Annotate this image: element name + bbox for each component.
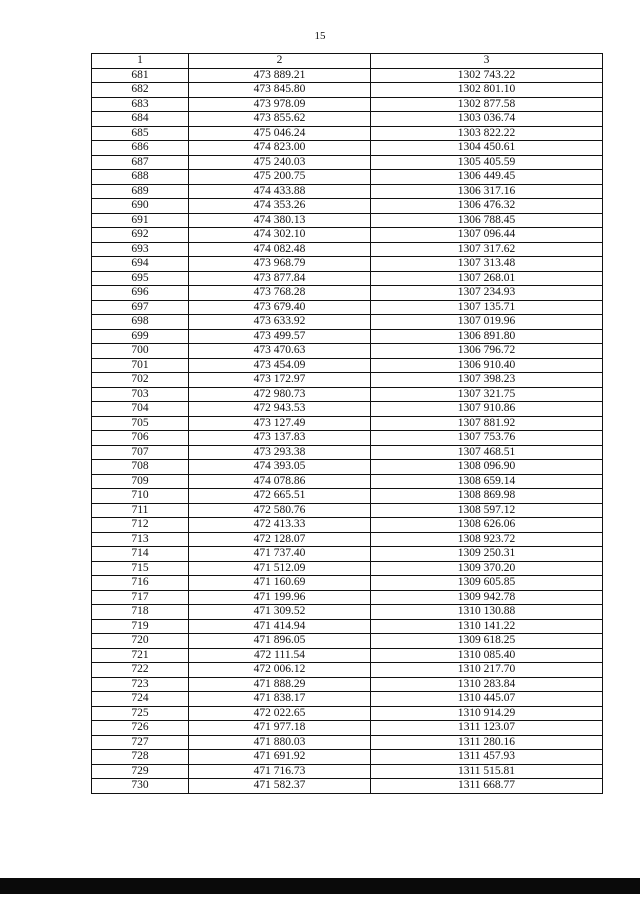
y-coordinate-cell: 1306 449.45 <box>371 170 603 185</box>
y-coordinate-cell: 1310 283.84 <box>371 677 603 692</box>
y-coordinate-cell: 1302 801.10 <box>371 83 603 98</box>
table-row <box>92 199 603 214</box>
table-row <box>92 532 603 547</box>
point-number-cell: 691 <box>92 213 189 228</box>
x-coordinate-cell: 471 838.17 <box>189 692 371 707</box>
x-coordinate-cell: 474 823.00 <box>189 141 371 156</box>
table-row <box>92 648 603 663</box>
x-coordinate-cell: 473 768.28 <box>189 286 371 301</box>
coordinates-table <box>91 53 603 794</box>
x-coordinate-cell: 472 580.76 <box>189 503 371 518</box>
y-coordinate-cell: 1307 268.01 <box>371 271 603 286</box>
y-coordinate-cell: 1309 250.31 <box>371 547 603 562</box>
x-coordinate-cell: 472 111.54 <box>189 648 371 663</box>
x-coordinate-cell: 473 968.79 <box>189 257 371 272</box>
point-number-cell: 717 <box>92 590 189 605</box>
y-coordinate-cell: 1310 445.07 <box>371 692 603 707</box>
y-coordinate-cell: 1306 788.45 <box>371 213 603 228</box>
x-coordinate-cell: 473 679.40 <box>189 300 371 315</box>
table-row <box>92 750 603 765</box>
y-coordinate-cell: 1311 668.77 <box>371 779 603 794</box>
table-row <box>92 706 603 721</box>
point-number-cell: 713 <box>92 532 189 547</box>
x-coordinate-cell: 473 855.62 <box>189 112 371 127</box>
table-row <box>92 112 603 127</box>
point-number-cell: 709 <box>92 474 189 489</box>
x-coordinate-cell: 475 046.24 <box>189 126 371 141</box>
y-coordinate-cell: 1308 626.06 <box>371 518 603 533</box>
x-coordinate-cell: 471 737.40 <box>189 547 371 562</box>
x-coordinate-cell: 473 127.49 <box>189 416 371 431</box>
x-coordinate-cell: 472 413.33 <box>189 518 371 533</box>
x-coordinate-cell: 471 716.73 <box>189 764 371 779</box>
y-coordinate-cell: 1306 317.16 <box>371 184 603 199</box>
table-row <box>92 445 603 460</box>
table-row <box>92 242 603 257</box>
y-coordinate-cell: 1307 753.76 <box>371 431 603 446</box>
x-coordinate-cell: 473 499.57 <box>189 329 371 344</box>
table-row <box>92 779 603 794</box>
point-number-cell: 690 <box>92 199 189 214</box>
x-coordinate-cell: 471 309.52 <box>189 605 371 620</box>
table-row <box>92 416 603 431</box>
table-row <box>92 97 603 112</box>
y-coordinate-cell: 1304 450.61 <box>371 141 603 156</box>
table-row <box>92 213 603 228</box>
table-row <box>92 387 603 402</box>
x-coordinate-cell: 471 582.37 <box>189 779 371 794</box>
point-number-cell: 706 <box>92 431 189 446</box>
y-coordinate-cell: 1307 135.71 <box>371 300 603 315</box>
table-row <box>92 402 603 417</box>
x-coordinate-cell: 473 889.21 <box>189 68 371 83</box>
point-number-cell: 689 <box>92 184 189 199</box>
x-coordinate-cell: 474 393.05 <box>189 460 371 475</box>
table-row <box>92 329 603 344</box>
table-body <box>92 68 603 793</box>
point-number-cell: 707 <box>92 445 189 460</box>
x-coordinate-cell: 472 022.65 <box>189 706 371 721</box>
x-coordinate-cell: 475 200.75 <box>189 170 371 185</box>
y-coordinate-cell: 1303 822.22 <box>371 126 603 141</box>
point-number-cell: 728 <box>92 750 189 765</box>
table-row <box>92 300 603 315</box>
y-coordinate-cell: 1306 891.80 <box>371 329 603 344</box>
table-row <box>92 141 603 156</box>
table-row <box>92 576 603 591</box>
point-number-cell: 697 <box>92 300 189 315</box>
point-number-cell: 692 <box>92 228 189 243</box>
table-row <box>92 344 603 359</box>
table-row <box>92 547 603 562</box>
y-coordinate-cell: 1307 321.75 <box>371 387 603 402</box>
table-row <box>92 489 603 504</box>
x-coordinate-cell: 473 633.92 <box>189 315 371 330</box>
table-row <box>92 257 603 272</box>
y-coordinate-cell: 1310 130.88 <box>371 605 603 620</box>
table-row <box>92 518 603 533</box>
point-number-cell: 700 <box>92 344 189 359</box>
point-number-cell: 694 <box>92 257 189 272</box>
y-coordinate-cell: 1302 743.22 <box>371 68 603 83</box>
point-number-cell: 682 <box>92 83 189 98</box>
x-coordinate-cell: 474 082.48 <box>189 242 371 257</box>
point-number-cell: 701 <box>92 358 189 373</box>
y-coordinate-cell: 1308 597.12 <box>371 503 603 518</box>
x-coordinate-cell: 473 454.09 <box>189 358 371 373</box>
point-number-cell: 726 <box>92 721 189 736</box>
table-header <box>92 54 603 69</box>
point-number-cell: 685 <box>92 126 189 141</box>
y-coordinate-cell: 1309 942.78 <box>371 590 603 605</box>
y-coordinate-cell: 1307 313.48 <box>371 257 603 272</box>
table-row <box>92 590 603 605</box>
y-coordinate-cell: 1311 515.81 <box>371 764 603 779</box>
bottom-scan-bar <box>0 878 640 894</box>
table-row <box>92 677 603 692</box>
point-number-cell: 687 <box>92 155 189 170</box>
x-coordinate-cell: 471 977.18 <box>189 721 371 736</box>
x-coordinate-cell: 473 470.63 <box>189 344 371 359</box>
y-coordinate-cell: 1307 234.93 <box>371 286 603 301</box>
y-coordinate-cell: 1303 036.74 <box>371 112 603 127</box>
point-number-cell: 688 <box>92 170 189 185</box>
y-coordinate-cell: 1310 914.29 <box>371 706 603 721</box>
point-number-cell: 720 <box>92 634 189 649</box>
table-row <box>92 735 603 750</box>
point-number-cell: 724 <box>92 692 189 707</box>
y-coordinate-cell: 1305 405.59 <box>371 155 603 170</box>
point-number-cell: 718 <box>92 605 189 620</box>
point-number-cell: 704 <box>92 402 189 417</box>
x-coordinate-cell: 475 240.03 <box>189 155 371 170</box>
point-number-cell: 683 <box>92 97 189 112</box>
point-number-cell: 719 <box>92 619 189 634</box>
y-coordinate-cell: 1306 796.72 <box>371 344 603 359</box>
table-row <box>92 503 603 518</box>
table-row <box>92 721 603 736</box>
x-coordinate-cell: 473 877.84 <box>189 271 371 286</box>
x-coordinate-cell: 474 433.88 <box>189 184 371 199</box>
header-row <box>92 54 603 69</box>
x-coordinate-cell: 471 199.96 <box>189 590 371 605</box>
x-coordinate-cell: 474 302.10 <box>189 228 371 243</box>
y-coordinate-cell: 1310 085.40 <box>371 648 603 663</box>
column-header-number: 1 <box>92 54 189 69</box>
point-number-cell: 715 <box>92 561 189 576</box>
x-coordinate-cell: 473 172.97 <box>189 373 371 388</box>
y-coordinate-cell: 1309 618.25 <box>371 634 603 649</box>
x-coordinate-cell: 473 137.83 <box>189 431 371 446</box>
table-row <box>92 315 603 330</box>
y-coordinate-cell: 1306 476.32 <box>371 199 603 214</box>
point-number-cell: 695 <box>92 271 189 286</box>
point-number-cell: 711 <box>92 503 189 518</box>
y-coordinate-cell: 1307 019.96 <box>371 315 603 330</box>
x-coordinate-cell: 472 943.53 <box>189 402 371 417</box>
x-coordinate-cell: 473 293.38 <box>189 445 371 460</box>
y-coordinate-cell: 1307 881.92 <box>371 416 603 431</box>
point-number-cell: 729 <box>92 764 189 779</box>
y-coordinate-cell: 1308 869.98 <box>371 489 603 504</box>
table-row <box>92 184 603 199</box>
x-coordinate-cell: 471 888.29 <box>189 677 371 692</box>
point-number-cell: 708 <box>92 460 189 475</box>
y-coordinate-cell: 1311 280.16 <box>371 735 603 750</box>
table-row <box>92 663 603 678</box>
x-coordinate-cell: 473 845.80 <box>189 83 371 98</box>
x-coordinate-cell: 471 160.69 <box>189 576 371 591</box>
column-header-x: 2 <box>189 54 371 69</box>
x-coordinate-cell: 472 006.12 <box>189 663 371 678</box>
column-header-y: 3 <box>371 54 603 69</box>
y-coordinate-cell: 1308 096.90 <box>371 460 603 475</box>
point-number-cell: 730 <box>92 779 189 794</box>
y-coordinate-cell: 1307 096.44 <box>371 228 603 243</box>
y-coordinate-cell: 1311 123.07 <box>371 721 603 736</box>
table-row <box>92 155 603 170</box>
table-row <box>92 619 603 634</box>
table-row <box>92 692 603 707</box>
y-coordinate-cell: 1302 877.58 <box>371 97 603 112</box>
point-number-cell: 705 <box>92 416 189 431</box>
point-number-cell: 702 <box>92 373 189 388</box>
x-coordinate-cell: 473 978.09 <box>189 97 371 112</box>
table-row <box>92 561 603 576</box>
table-row <box>92 68 603 83</box>
y-coordinate-cell: 1309 370.20 <box>371 561 603 576</box>
y-coordinate-cell: 1310 217.70 <box>371 663 603 678</box>
point-number-cell: 727 <box>92 735 189 750</box>
y-coordinate-cell: 1307 468.51 <box>371 445 603 460</box>
point-number-cell: 703 <box>92 387 189 402</box>
point-number-cell: 686 <box>92 141 189 156</box>
x-coordinate-cell: 474 353.26 <box>189 199 371 214</box>
table-row <box>92 431 603 446</box>
point-number-cell: 722 <box>92 663 189 678</box>
y-coordinate-cell: 1307 910.86 <box>371 402 603 417</box>
point-number-cell: 721 <box>92 648 189 663</box>
y-coordinate-cell: 1307 317.62 <box>371 242 603 257</box>
table-row <box>92 634 603 649</box>
y-coordinate-cell: 1306 910.40 <box>371 358 603 373</box>
point-number-cell: 712 <box>92 518 189 533</box>
point-number-cell: 725 <box>92 706 189 721</box>
point-number-cell: 699 <box>92 329 189 344</box>
table-row <box>92 358 603 373</box>
x-coordinate-cell: 471 880.03 <box>189 735 371 750</box>
point-number-cell: 723 <box>92 677 189 692</box>
table-row <box>92 373 603 388</box>
point-number-cell: 684 <box>92 112 189 127</box>
x-coordinate-cell: 471 691.92 <box>189 750 371 765</box>
x-coordinate-cell: 472 665.51 <box>189 489 371 504</box>
table-row <box>92 286 603 301</box>
point-number-cell: 714 <box>92 547 189 562</box>
y-coordinate-cell: 1310 141.22 <box>371 619 603 634</box>
table-row <box>92 83 603 98</box>
table-row <box>92 460 603 475</box>
table-row <box>92 170 603 185</box>
x-coordinate-cell: 471 414.94 <box>189 619 371 634</box>
x-coordinate-cell: 472 128.07 <box>189 532 371 547</box>
y-coordinate-cell: 1307 398.23 <box>371 373 603 388</box>
point-number-cell: 698 <box>92 315 189 330</box>
point-number-cell: 710 <box>92 489 189 504</box>
y-coordinate-cell: 1309 605.85 <box>371 576 603 591</box>
table-row <box>92 474 603 489</box>
x-coordinate-cell: 471 896.05 <box>189 634 371 649</box>
y-coordinate-cell: 1311 457.93 <box>371 750 603 765</box>
point-number-cell: 696 <box>92 286 189 301</box>
table-row <box>92 605 603 620</box>
point-number-cell: 716 <box>92 576 189 591</box>
x-coordinate-cell: 471 512.09 <box>189 561 371 576</box>
x-coordinate-cell: 474 380.13 <box>189 213 371 228</box>
y-coordinate-cell: 1308 923.72 <box>371 532 603 547</box>
y-coordinate-cell: 1308 659.14 <box>371 474 603 489</box>
point-number-cell: 693 <box>92 242 189 257</box>
point-number-cell: 681 <box>92 68 189 83</box>
table-row <box>92 271 603 286</box>
x-coordinate-cell: 472 980.73 <box>189 387 371 402</box>
x-coordinate-cell: 474 078.86 <box>189 474 371 489</box>
page-number: 15 <box>314 30 326 42</box>
table-row <box>92 764 603 779</box>
table-row <box>92 126 603 141</box>
table-row <box>92 228 603 243</box>
